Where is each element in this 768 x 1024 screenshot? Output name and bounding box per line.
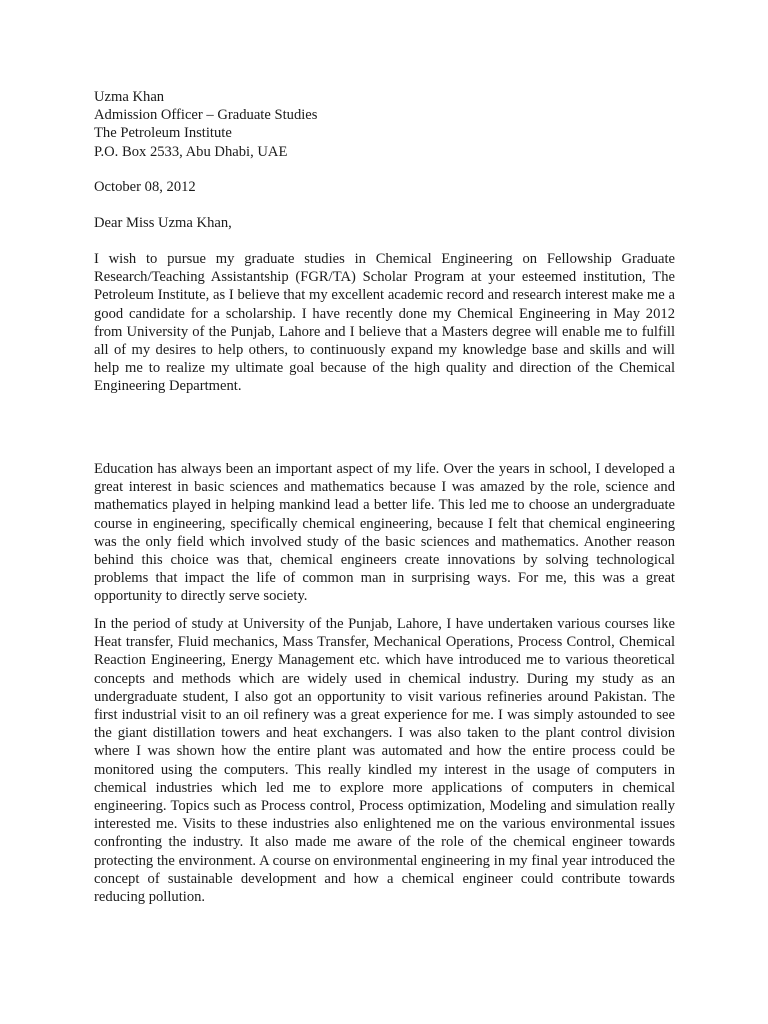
recipient-name: Uzma Khan: [94, 89, 165, 105]
body-paragraph-3: In the period of study at University of the Punjab, Lahore, I have undertaken various courses like Heat transfer, Fluid mechanics, Mass Transfer, Mechanical Operations, Process Control, Chemical Reaction Engineering, Energy Management etc. which have introduced me to various theoretical concepts and methods which are widely used in chemical industry. During my study as an undergraduate student, I also got an opportunity to visit various refineries around Pakistan. The first industrial visit to an oil refinery was a great experience for me. I was simply astounded to see the giant distillation towers and heat exchangers. I was also taken to the plant control division where I was shown how the entire plant was automated and how the entire process could be monitored using the computers. This really kindled my interest in the usage of computers in chemical industries which led me to explore more applications of computers in chemical engineering. Topics such as Process control, Process optimization, Modeling and simulation really interested me. Visits to these industries also enlightened me on the various environmental issues confronting the industry. It also made me aware of the role of the chemical engineer towards protecting the environment. A course on environmental engineering in my final year introduced the concept of sustainable development and how a chemical engineer could contribute towards reducing pollution.: [94, 616, 675, 906]
letter-date: October 08, 2012: [94, 179, 196, 195]
recipient-organization: The Petroleum Institute: [94, 125, 232, 142]
body-paragraph-2: Education has always been an important aspect of my life. Over the years in school, I developed a great interest in basic sciences and mathematics because I was amazed by the role, science and mathematics played in helping mankind lead a better life. This led me to choose an undergraduate course in engineering, specifically chemical engineering, because I felt that chemical engineering was the only field which involved study of the basic sciences and mathematics. Another reason behind this choice was that, chemical engineers create innovations by solving technological problems that impact the life of common man in surprising ways. For me, this was a great opportunity to directly serve society.: [94, 461, 675, 605]
recipient-title: Admission Officer – Graduate Studies: [94, 107, 318, 124]
body-paragraph-1: I wish to pursue my graduate studies in Chemical Engineering on Fellowship Graduate Research/Teaching Assistantship (FGR/TA) Scholar Program at your esteemed institution, The Petroleum Institute, as I believe that my excellent academic record and research interest make me a good candidate for a scholarship. I have recently done my Chemical Engineering in May 2012 from University of the Punjab, Lahore and I believe that a Masters degree will enable me to fulfill all of my desires to help others, to continuously expand my knowledge base and skills and will help me to realize my ultimate goal because of the high quality and direction of the Chemical Engineering Department.: [94, 251, 675, 395]
salutation: Dear Miss Uzma Khan,: [94, 215, 232, 231]
recipient-address-block: [94, 88, 694, 161]
recipient-postal-address: P.O. Box 2533, Abu Dhabi, UAE: [94, 143, 288, 160]
